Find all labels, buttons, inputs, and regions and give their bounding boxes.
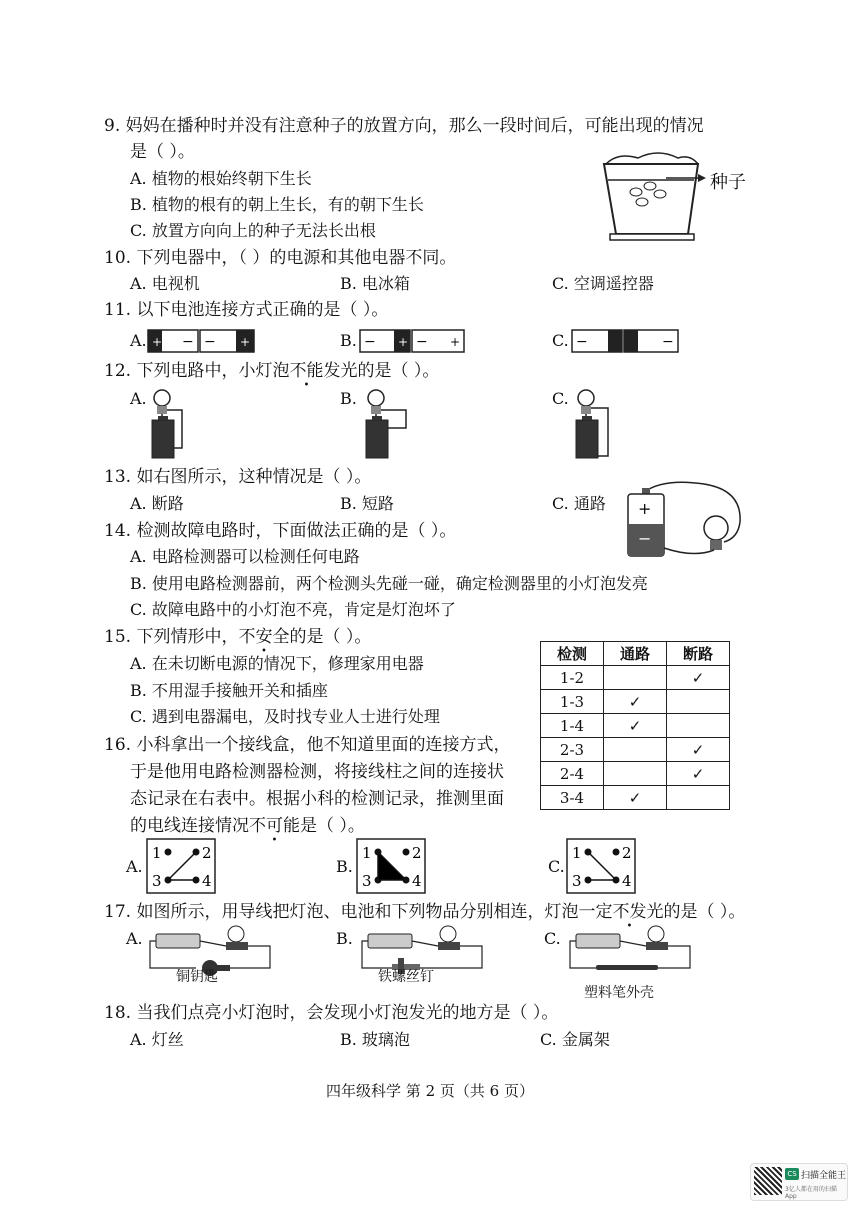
detection-table	[540, 641, 730, 810]
svg-text:−: −	[416, 334, 428, 350]
node-label: 3	[362, 872, 372, 890]
q15-option-c: C. 遇到电器漏电，及时找专业人士进行处理	[130, 707, 440, 726]
circuit-plastic-pen	[566, 924, 696, 978]
node-label: 4	[412, 872, 422, 890]
table-row	[541, 666, 730, 690]
q17-option-b: B.	[336, 929, 353, 948]
junction-box-c	[566, 838, 636, 894]
svg-text:−: −	[364, 334, 376, 350]
table-row	[541, 762, 730, 786]
q14-option-c: C. 故障电路中的小灯泡不亮，肯定是灯泡坏了	[130, 600, 456, 619]
q10-option-c: C. 空调遥控器	[552, 274, 654, 293]
q14-option-b: B. 使用电路检测器前，两个检测头先碰一碰，确定检测器里的小灯泡发亮	[130, 574, 648, 593]
q9-stem-cont: 是（ ）。	[130, 142, 195, 162]
item-copper-key: 铜钥匙	[176, 969, 218, 985]
table-cell: 1-4	[541, 714, 604, 738]
q15-stem: 15. 下列情形中，不安全的是（ ）。	[104, 627, 372, 647]
q9-option-c: C. 放置方向向上的种子无法长出根	[130, 221, 376, 240]
table-cell	[667, 690, 730, 714]
item-iron-screw: 铁螺丝钉	[378, 969, 434, 985]
q16-stem-1: 16. 小科拿出一个接线盒，他不知道里面的连接方式，	[104, 735, 511, 755]
svg-text:−: −	[204, 334, 216, 350]
table-header: 通路	[604, 642, 667, 666]
q14-stem: 14. 检测故障电路时，下面做法正确的是（ ）。	[104, 521, 457, 541]
q16-option-b: B.	[336, 857, 353, 876]
q16-stem-2: 于是他用电路检测器检测，将接线柱之间的连接状	[130, 762, 504, 782]
q18-option-c: C. 金属架	[540, 1030, 610, 1049]
table-cell	[604, 666, 667, 690]
q11-option-b: B.	[340, 331, 357, 350]
q15-option-b: B. 不用湿手接触开关和插座	[130, 681, 328, 700]
table-cell: 1-3	[541, 690, 604, 714]
table-cell	[667, 714, 730, 738]
table-cell: 3-4	[541, 786, 604, 810]
svg-text:+: +	[240, 335, 251, 349]
svg-text:−: −	[182, 334, 194, 350]
junction-box-a	[146, 838, 216, 894]
q16-stem-4: 的电线连接情况不可能是（ ）。	[130, 816, 365, 836]
battery-pair-a	[148, 328, 258, 354]
qr-code-icon	[754, 1167, 782, 1195]
node-label: 1	[362, 844, 372, 862]
table-row	[541, 738, 730, 762]
svg-text:−: −	[576, 334, 588, 350]
q17-stem: 17. 如图所示，用导线把灯泡、电池和下列物品分别相连，灯泡一定不发光的是（ ）。	[104, 902, 746, 922]
table-cell: ✓	[667, 666, 730, 690]
app-logo: CS	[785, 1168, 799, 1180]
node-label: 2	[622, 844, 632, 862]
svg-text:+: +	[398, 335, 409, 349]
q13-option-a: A. 断路	[130, 494, 184, 513]
table-header: 断路	[667, 642, 730, 666]
table-cell	[604, 738, 667, 762]
table-cell: ✓	[604, 714, 667, 738]
svg-text:−: −	[638, 529, 652, 548]
node-label: 1	[572, 844, 582, 862]
seed-label: 种子	[710, 172, 746, 193]
battery-pair-b	[360, 328, 470, 354]
node-label: 3	[152, 872, 162, 890]
q9-option-a: A. 植物的根始终朝下生长	[130, 169, 312, 188]
page-footer: 四年级科学 第 2 页（共 6 页）	[326, 1082, 534, 1100]
q14-option-a: A. 电路检测器可以检测任何电路	[130, 547, 360, 566]
node-label: 2	[412, 844, 422, 862]
q18-option-a: A. 灯丝	[130, 1030, 184, 1049]
battery-pair-c	[572, 328, 682, 354]
app-subtitle: 3亿人都在用的扫描App	[785, 1186, 837, 1200]
node-label: 2	[202, 844, 212, 862]
q9-stem: 9. 妈妈在播种时并没有注意种子的放置方向，那么一段时间后，可能出现的情况	[104, 116, 704, 136]
table-row	[541, 786, 730, 810]
q13-stem: 13. 如右图所示，这种情况是（ ）。	[104, 467, 372, 487]
q16-option-a: A.	[126, 857, 143, 876]
q10-option-b: B. 电冰箱	[340, 274, 410, 293]
node-label: 4	[202, 872, 212, 890]
item-plastic-pen: 塑料笔外壳	[584, 985, 654, 1001]
table-row	[541, 690, 730, 714]
q15-option-a: A. 在未切断电源的情况下，修理家用电器	[130, 654, 424, 673]
q13-option-b: B. 短路	[340, 494, 394, 513]
q10-stem: 10. 下列电器中，（ ）的电源和其他电器不同。	[104, 248, 457, 268]
table-cell: ✓	[667, 762, 730, 786]
q10-option-a: A. 电视机	[130, 274, 200, 293]
q12-option-b: B.	[340, 389, 357, 408]
node-label: 1	[152, 844, 162, 862]
scanner-watermark	[750, 1163, 848, 1201]
circuit-c	[570, 388, 620, 468]
junction-box-b	[356, 838, 426, 894]
q11-option-c: C.	[552, 331, 569, 350]
table-cell	[667, 786, 730, 810]
app-title: 扫描全能王	[801, 1171, 847, 1181]
q18-option-b: B. 玻璃泡	[340, 1030, 410, 1049]
table-row	[541, 714, 730, 738]
svg-text:−: −	[662, 334, 674, 350]
node-label: 3	[572, 872, 582, 890]
node-label: 4	[622, 872, 632, 890]
q12-option-a: A.	[130, 389, 147, 408]
q11-option-a: A.	[130, 331, 147, 350]
table-cell	[604, 762, 667, 786]
q16-stem-3: 态记录在右表中。根据小科的检测记录，推测里面	[130, 789, 504, 809]
table-header-row	[541, 642, 730, 666]
svg-text:+: +	[450, 335, 461, 349]
table-cell: 2-3	[541, 738, 604, 762]
q12-stem: 12. 下列电路中，小灯泡不能发光的是（ ）。	[104, 361, 440, 381]
q11-stem: 11. 以下电池连接方式正确的是（ ）。	[104, 300, 389, 320]
svg-text:+: +	[152, 335, 163, 349]
q16-option-c: C.	[548, 857, 565, 876]
table-header: 检测	[541, 642, 604, 666]
table-cell: ✓	[667, 738, 730, 762]
table-cell: 1-2	[541, 666, 604, 690]
q9-option-b: B. 植物的根有的朝上生长，有的朝下生长	[130, 195, 424, 214]
table-cell: ✓	[604, 786, 667, 810]
flowerpot-seed-figure	[598, 150, 758, 250]
table-cell: ✓	[604, 690, 667, 714]
table-cell: 2-4	[541, 762, 604, 786]
q12-option-c: C.	[552, 389, 569, 408]
battery-bulb-figure	[624, 478, 748, 562]
q13-option-c: C. 通路	[552, 494, 606, 513]
circuit-b	[360, 388, 420, 468]
q17-option-c: C.	[544, 929, 561, 948]
circuit-a	[146, 388, 196, 468]
q17-option-a: A.	[126, 929, 143, 948]
q18-stem: 18. 当我们点亮小灯泡时，会发现小灯泡发光的地方是（ ）。	[104, 1003, 559, 1023]
svg-text:+: +	[638, 499, 652, 518]
